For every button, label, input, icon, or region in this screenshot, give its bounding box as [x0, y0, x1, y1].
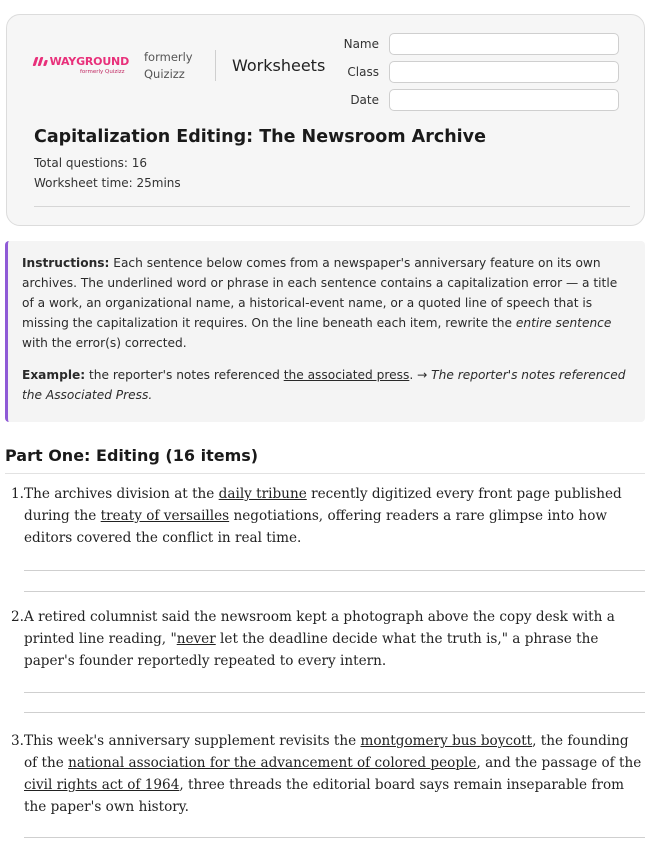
- question-text: , and the passage of the: [476, 755, 642, 771]
- question-text: recently digitized every front page published during the: [24, 486, 622, 524]
- question-number: 1.: [11, 486, 24, 502]
- underlined-error: treaty of versailles: [100, 508, 230, 524]
- worksheet-title: Capitalization Editing: The Newsroom Archive: [34, 127, 486, 147]
- brand-logo: [34, 55, 129, 75]
- date-field-row: [337, 89, 619, 111]
- instructions-emphasis: entire sentence: [515, 316, 612, 330]
- question-number: 2.: [11, 609, 24, 625]
- instructions-lead: Instructions:: [22, 256, 110, 270]
- formerly-line-2: Quizizz: [144, 67, 185, 81]
- underlined-error: montgomery bus boycott: [360, 733, 533, 749]
- example-sentence: the reporter's notes referenced: [85, 368, 284, 382]
- class-label: Class: [347, 65, 379, 79]
- instructions-text: [22, 253, 629, 353]
- answer-line[interactable]: [24, 837, 645, 838]
- worksheet-time: Worksheet time: 25mins: [34, 176, 181, 190]
- question-text: let the deadline decide what the truth is," a phrase the paper's founder reportedly repeated to every intern.: [24, 631, 599, 669]
- underlined-error: national association for the advancement of colored people: [68, 755, 477, 771]
- answer-line[interactable]: [24, 570, 645, 571]
- example-text: [22, 365, 629, 405]
- part-rule: [5, 473, 645, 474]
- example-arrow: . →: [409, 368, 432, 382]
- formerly-note: [144, 49, 204, 83]
- instructions-box: [5, 241, 645, 422]
- logo-subtext: formerly Quizizz: [80, 69, 125, 75]
- formerly-line-1: formerly: [144, 50, 193, 64]
- question-2: [9, 606, 645, 672]
- class-field[interactable]: [389, 61, 619, 83]
- question-text: A retired columnist said the newsroom kept a photograph above the copy desk with a printed line reading, ": [24, 609, 615, 647]
- name-label: Name: [343, 37, 379, 51]
- example-lead: Example:: [22, 368, 86, 382]
- logo-text: WAYGROUND: [49, 55, 129, 68]
- date-field[interactable]: [389, 89, 619, 111]
- underlined-error: never: [176, 631, 216, 647]
- question-number: 3.: [11, 733, 24, 749]
- question-text: The archives division at the: [24, 486, 219, 502]
- header-rule: [34, 206, 630, 207]
- class-field-row: [337, 61, 619, 83]
- answer-line[interactable]: [24, 712, 645, 713]
- header-divider: [215, 50, 216, 81]
- part-heading: Part One: Editing (16 items): [5, 446, 259, 465]
- wayground-logo-icon: [34, 57, 47, 66]
- name-field[interactable]: [389, 33, 619, 55]
- instructions-body: Each sentence below comes from a newspaper's anniversary feature on its own archives. The underlined word or phrase in each sentence contains a capitalization error — a title of a work, an organizational name, a historical-event name, or a quoted line of speech that is missing the capitalization it requires. On the line beneath each item, rewrite the: [22, 256, 618, 330]
- example-underlined: the associated press: [283, 368, 410, 382]
- question-3: [9, 730, 645, 818]
- underlined-error: daily tribune: [218, 486, 307, 502]
- question-text: , the founding of the: [24, 733, 629, 771]
- underlined-error: civil rights act of 1964: [24, 777, 180, 793]
- worksheet-header-card: [6, 14, 645, 226]
- section-label: Worksheets: [232, 56, 326, 75]
- example-answer: The reporter's notes referenced the Associated Press.: [22, 368, 626, 402]
- total-questions: Total questions: 16: [34, 156, 148, 170]
- instructions-body-end: with the error(s) corrected.: [22, 336, 187, 350]
- date-label: Date: [350, 93, 379, 107]
- question-text: , three threads the editorial board says remain inseparable from the paper's own history.: [24, 777, 625, 815]
- name-field-row: [337, 33, 619, 55]
- question-text: negotiations, offering readers a rare glimpse into how editors covered the conflict in real time.: [24, 508, 608, 546]
- question-1: [9, 483, 645, 549]
- answer-line[interactable]: [24, 692, 645, 693]
- answer-line[interactable]: [24, 591, 645, 592]
- question-text: This week's anniversary supplement revisits the: [24, 733, 361, 749]
